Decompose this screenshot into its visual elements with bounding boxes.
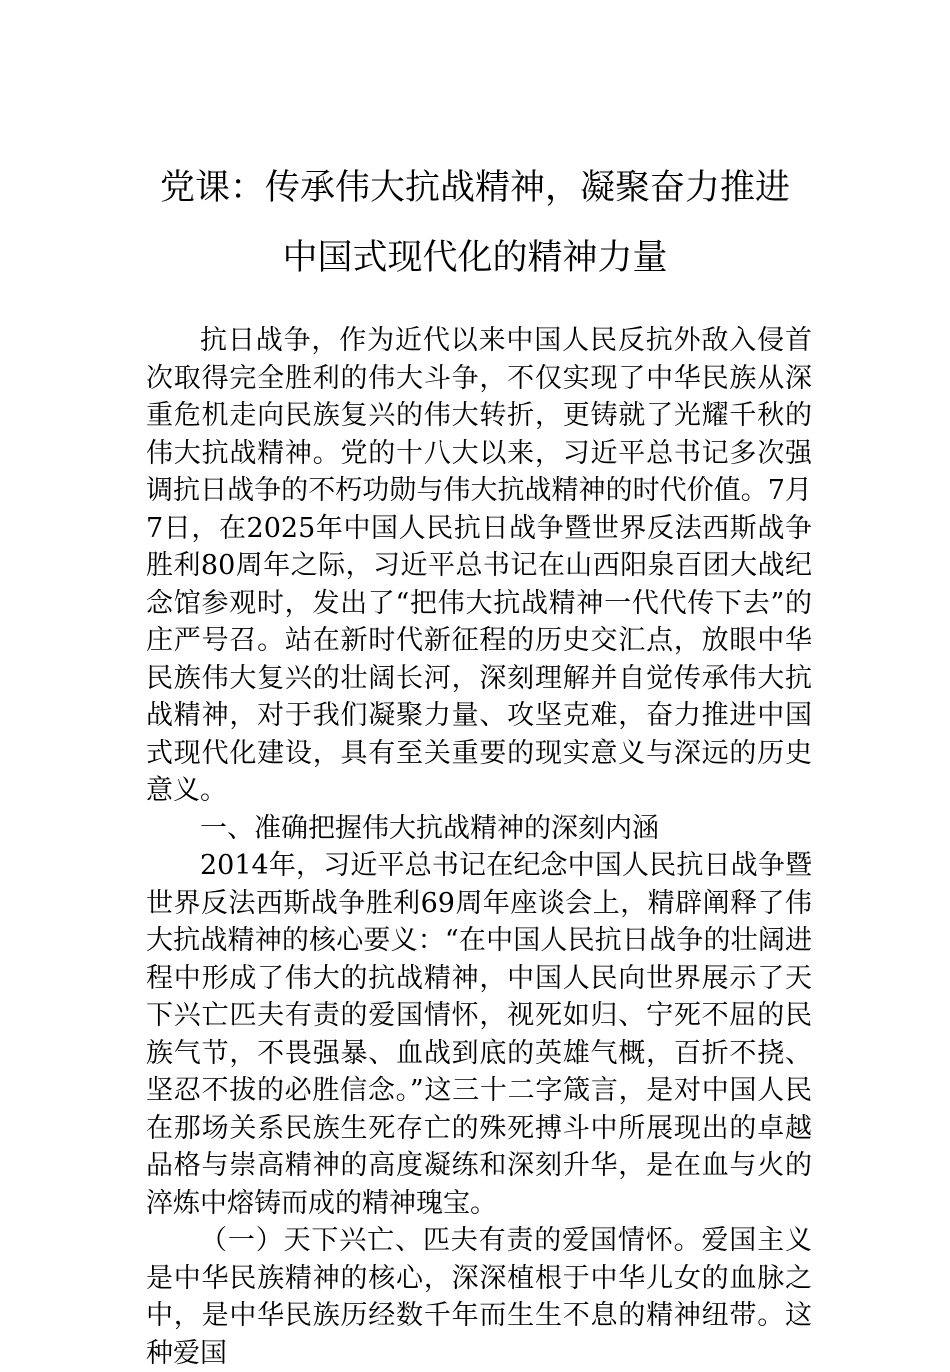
subsection-1-paragraph: （一）天下兴亡、匹夫有责的爱国情怀。爱国主义是中华民族精神的核心，深深植根于中华儿女的血脉之中，是中华民族历经数千年而生生不息的精神纽带。这种爱国 [146, 1225, 812, 1369]
document-title-line-1: 党课：传承伟大抗战精神，凝聚奋力推进 [159, 168, 790, 208]
document-title-line-2: 中国式现代化的精神力量 [282, 238, 668, 278]
intro-paragraph: 抗日战争，作为近代以来中国人民反抗外敌入侵首次取得完全胜利的伟大斗争，不仅实现了中华民族从深重危机走向民族复兴的伟大转折，更铸就了光耀千秋的伟大抗战精神。党的十八大以来，习近平总书记多次强调抗日战争的不朽功勋与伟大抗战精神的时代价值。7月7日，在2025年中国人民抗日战争暨世界反法西斯战争胜利80周年之际，习近平总书记在山西阳泉百团大战纪念馆参观时，发出了“把伟大抗战精神一代代传下去”的庄严号召。站在新时代新征程的历史交汇点，放眼中华民族伟大复兴的壮阔长河，深刻理解并自觉传承伟大抗战精神，对于我们凝聚力量、攻坚克难，奋力推进中国式现代化建设，具有至关重要的现实意义与深远的历史意义。 [146, 325, 812, 806]
document-body [146, 322, 812, 1372]
section-1-paragraph: 2014年，习近平总书记在纪念中国人民抗日战争暨世界反法西斯战争胜利69周年座谈会上，精辟阐释了伟大抗战精神的核心要义：“在中国人民抗日战争的壮阔进程中形成了伟大的抗战精神，中国人民向世界展示了天下兴亡匹夫有责的爱国情怀，视死如归、宁死不屈的民族气节，不畏强暴、血战到底的英雄气概，百折不挠、坚忍不拔的必胜信念。”这三十二字箴言，是对中国人民在那场关系民族生死存亡的殊死搏斗中所展现出的卓越品格与崇高精神的高度凝练和深刻升华，是在血与火的淬炼中熔铸而成的精神瑰宝。 [146, 850, 812, 1219]
section-heading-1: 一、准确把握伟大抗战精神的深刻内涵 [200, 812, 659, 844]
